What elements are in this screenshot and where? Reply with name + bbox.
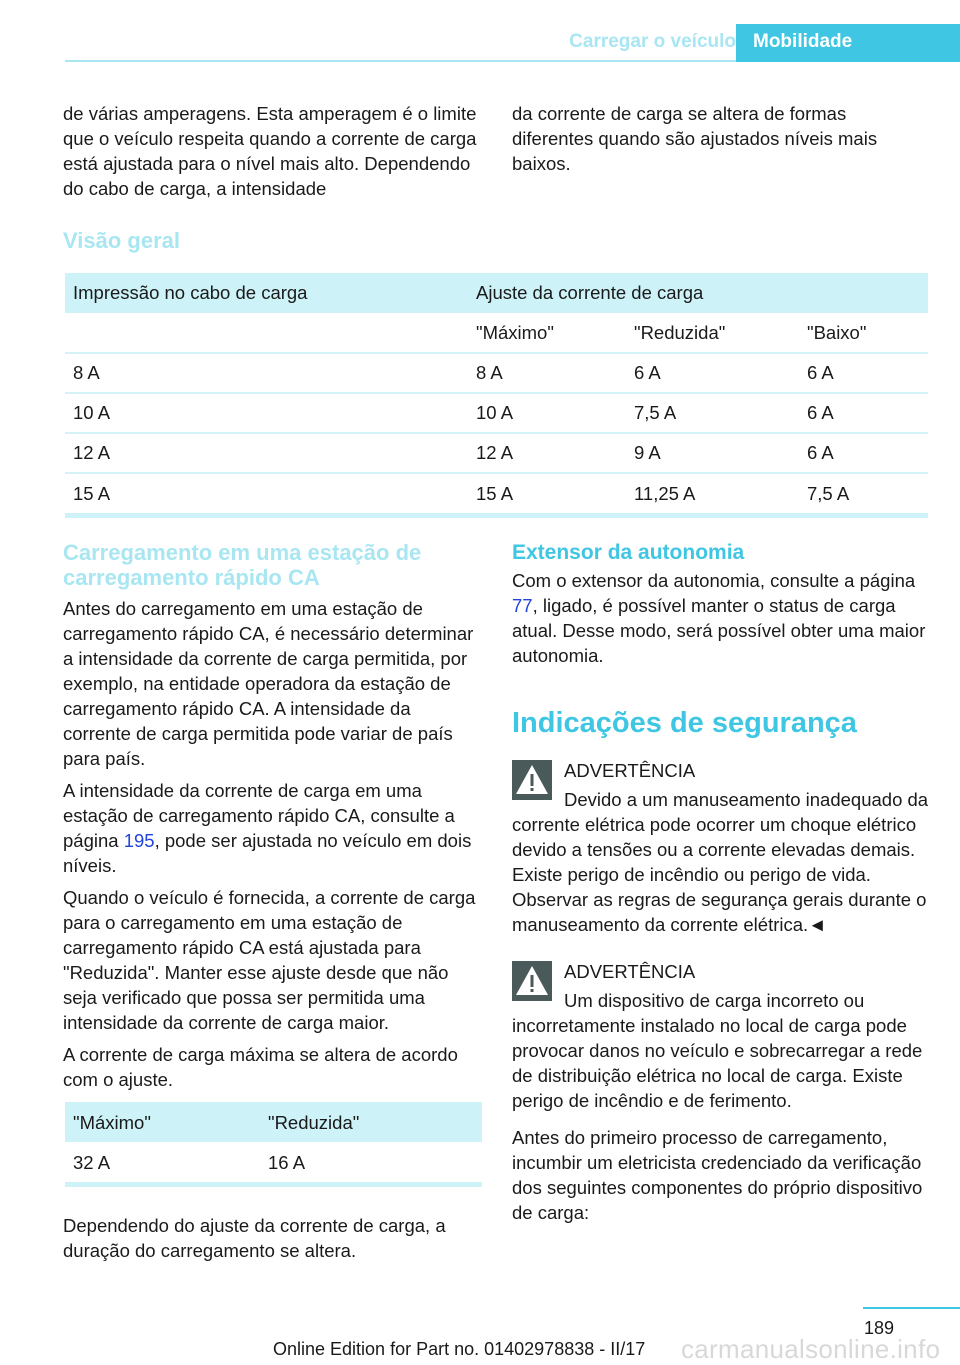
table-header-cell: "Reduzida" <box>260 1102 482 1142</box>
table-cell: 8 A <box>65 353 468 393</box>
warning-block <box>512 959 932 1113</box>
text: Com o extensor da autonomia, consulte a página <box>512 570 916 591</box>
text: , ligado, é possível manter o status de carga atual. Desse modo, será possível obter uma maior autonomia. <box>512 595 926 666</box>
table-bottom-rule <box>65 1182 482 1187</box>
paragraph: Antes do carregamento em uma estação de carregamento rápido CA, é necessário determinar a intensidade da corrente de carga permitida, por exemplo, na entidade operadora da estação de carregamento rápido CA. A intensidade da corrente de carga permitida pode variar de país para país. <box>63 598 474 769</box>
warning-triangle-icon <box>512 961 552 1001</box>
table-bottom-rule <box>65 513 928 518</box>
intro-text-right: da corrente de carga se altera de formas diferentes quando são ajustados níveis mais baixos. <box>512 103 878 174</box>
table-cell: 6 A <box>799 393 928 433</box>
table-cell: "Baixo" <box>799 313 928 353</box>
text: A intensidade da corrente de carga em uma estação de carregamento rápido CA, consulte a página <box>63 780 455 851</box>
table-cell: 7,5 A <box>626 393 799 433</box>
header-section-title: Carregar o veículo <box>569 31 736 52</box>
range-extender-heading: Extensor da autonomia <box>512 541 745 564</box>
table-header-row <box>65 1102 482 1142</box>
table-subheader-row <box>65 313 928 353</box>
table-cell: 6 A <box>626 353 799 393</box>
table-cell: 6 A <box>799 433 928 473</box>
table-cell: 15 A <box>476 482 514 504</box>
fast-charging-section <box>63 540 483 1270</box>
intro-text-left: de várias amperagens. Esta amperagem é o limite que o veículo respeita quando a corrente de carga está ajustada para o nível mais alto. Dependendo do cabo de carga, a intensidade <box>63 103 477 199</box>
paragraph <box>63 778 483 878</box>
table-header-cell: "Máximo" <box>65 1102 260 1142</box>
table-cell: 15 A <box>73 482 111 504</box>
fast-charging-heading: Carregamento em uma estação de carregamento rápido CA <box>63 540 422 590</box>
overview-heading: Visão geral <box>63 228 180 253</box>
paragraph: Quando o veículo é fornecida, a corrente de carga para o carregamento em uma estação de carregamento rápido CA está ajustada para "Reduzida". Manter esse ajuste desde que não seja verificado que possa ser permitida uma intensidade da corrente de carga maior. <box>63 887 476 1033</box>
warning-block <box>512 758 932 937</box>
table-header-row <box>65 273 928 313</box>
table-cell: 12 A <box>65 433 468 473</box>
warning-title: ADVERTÊNCIA <box>564 961 696 982</box>
paragraph: Antes do primeiro processo de carregamento, incumbir um eletricista credenciado da verificação dos seguintes componentes do próprio dispositivo de carga: <box>512 1127 923 1223</box>
warning-title: ADVERTÊNCIA <box>564 760 696 781</box>
table-cell: 32 A <box>73 1151 111 1173</box>
table-row <box>65 473 928 513</box>
table-row <box>65 1142 482 1182</box>
edition-note: Online Edition for Part no. 01402978838 - II/17 <box>273 1339 646 1359</box>
table-cell: 9 A <box>626 433 799 473</box>
fast-charging-table <box>65 1102 482 1182</box>
paragraph: Dependendo do ajuste da corrente de carga, a duração do carregamento se altera. <box>63 1215 446 1261</box>
table-header-cell: Ajuste da corrente de carga <box>468 273 928 313</box>
paragraph: A corrente de carga máxima se altera de acordo com o ajuste. <box>63 1044 458 1090</box>
table-row <box>65 393 928 433</box>
overview-table <box>65 273 928 518</box>
page-number: 189 <box>864 1318 895 1338</box>
table-cell: 8 A <box>468 353 626 393</box>
right-column <box>512 540 932 1232</box>
table-cell: "Máximo" <box>468 313 626 353</box>
page-link-77[interactable]: 77 <box>512 595 533 616</box>
table-cell: 10 A <box>468 393 626 433</box>
footer-rule <box>863 1307 960 1309</box>
table-cell: 10 A <box>65 393 468 433</box>
table-cell <box>65 313 468 353</box>
safety-heading: Indicações de segurança <box>512 707 857 739</box>
watermark: carmanualsonline.info <box>681 1334 941 1364</box>
table-cell: "Reduzida" <box>626 313 799 353</box>
table-cell: 6 A <box>799 353 928 393</box>
page-link-195[interactable]: 195 <box>123 830 155 851</box>
table-row <box>65 433 928 473</box>
page-header <box>65 24 960 62</box>
table-cell: 12 A <box>468 433 626 473</box>
header-rule <box>65 60 737 62</box>
table-cell: 7,5 A <box>807 482 850 504</box>
text: , pode ser ajustada no veículo em dois níveis. <box>63 830 472 876</box>
paragraph <box>512 568 932 668</box>
warning-triangle-icon <box>512 760 552 800</box>
warning-text: Um dispositivo de carga incorreto ou incorretamente instalado no local de carga pode provocar danos no veículo e sobrecarregar a rede de distribuição elétrica no local de carga. Existe perigo de incêndio e de ferimento. <box>512 990 923 1111</box>
header-chapter-tab: Mobilidade <box>736 24 960 62</box>
table-row <box>65 353 928 393</box>
warning-text: Devido a um manuseamento inadequado da corrente elétrica pode ocorrer um choque elétrico devido a tensões ou a corrente elevadas demais. Existe perigo de incêndio ou perigo de vida. Observar as regras de segurança gerais durante o manuseamento da corrente elétrica.◄ <box>512 789 929 935</box>
table-cell: 16 A <box>268 1151 306 1173</box>
table-header-cell: Impressão no cabo de carga <box>65 273 468 313</box>
table-cell: 11,25 A <box>634 482 696 504</box>
